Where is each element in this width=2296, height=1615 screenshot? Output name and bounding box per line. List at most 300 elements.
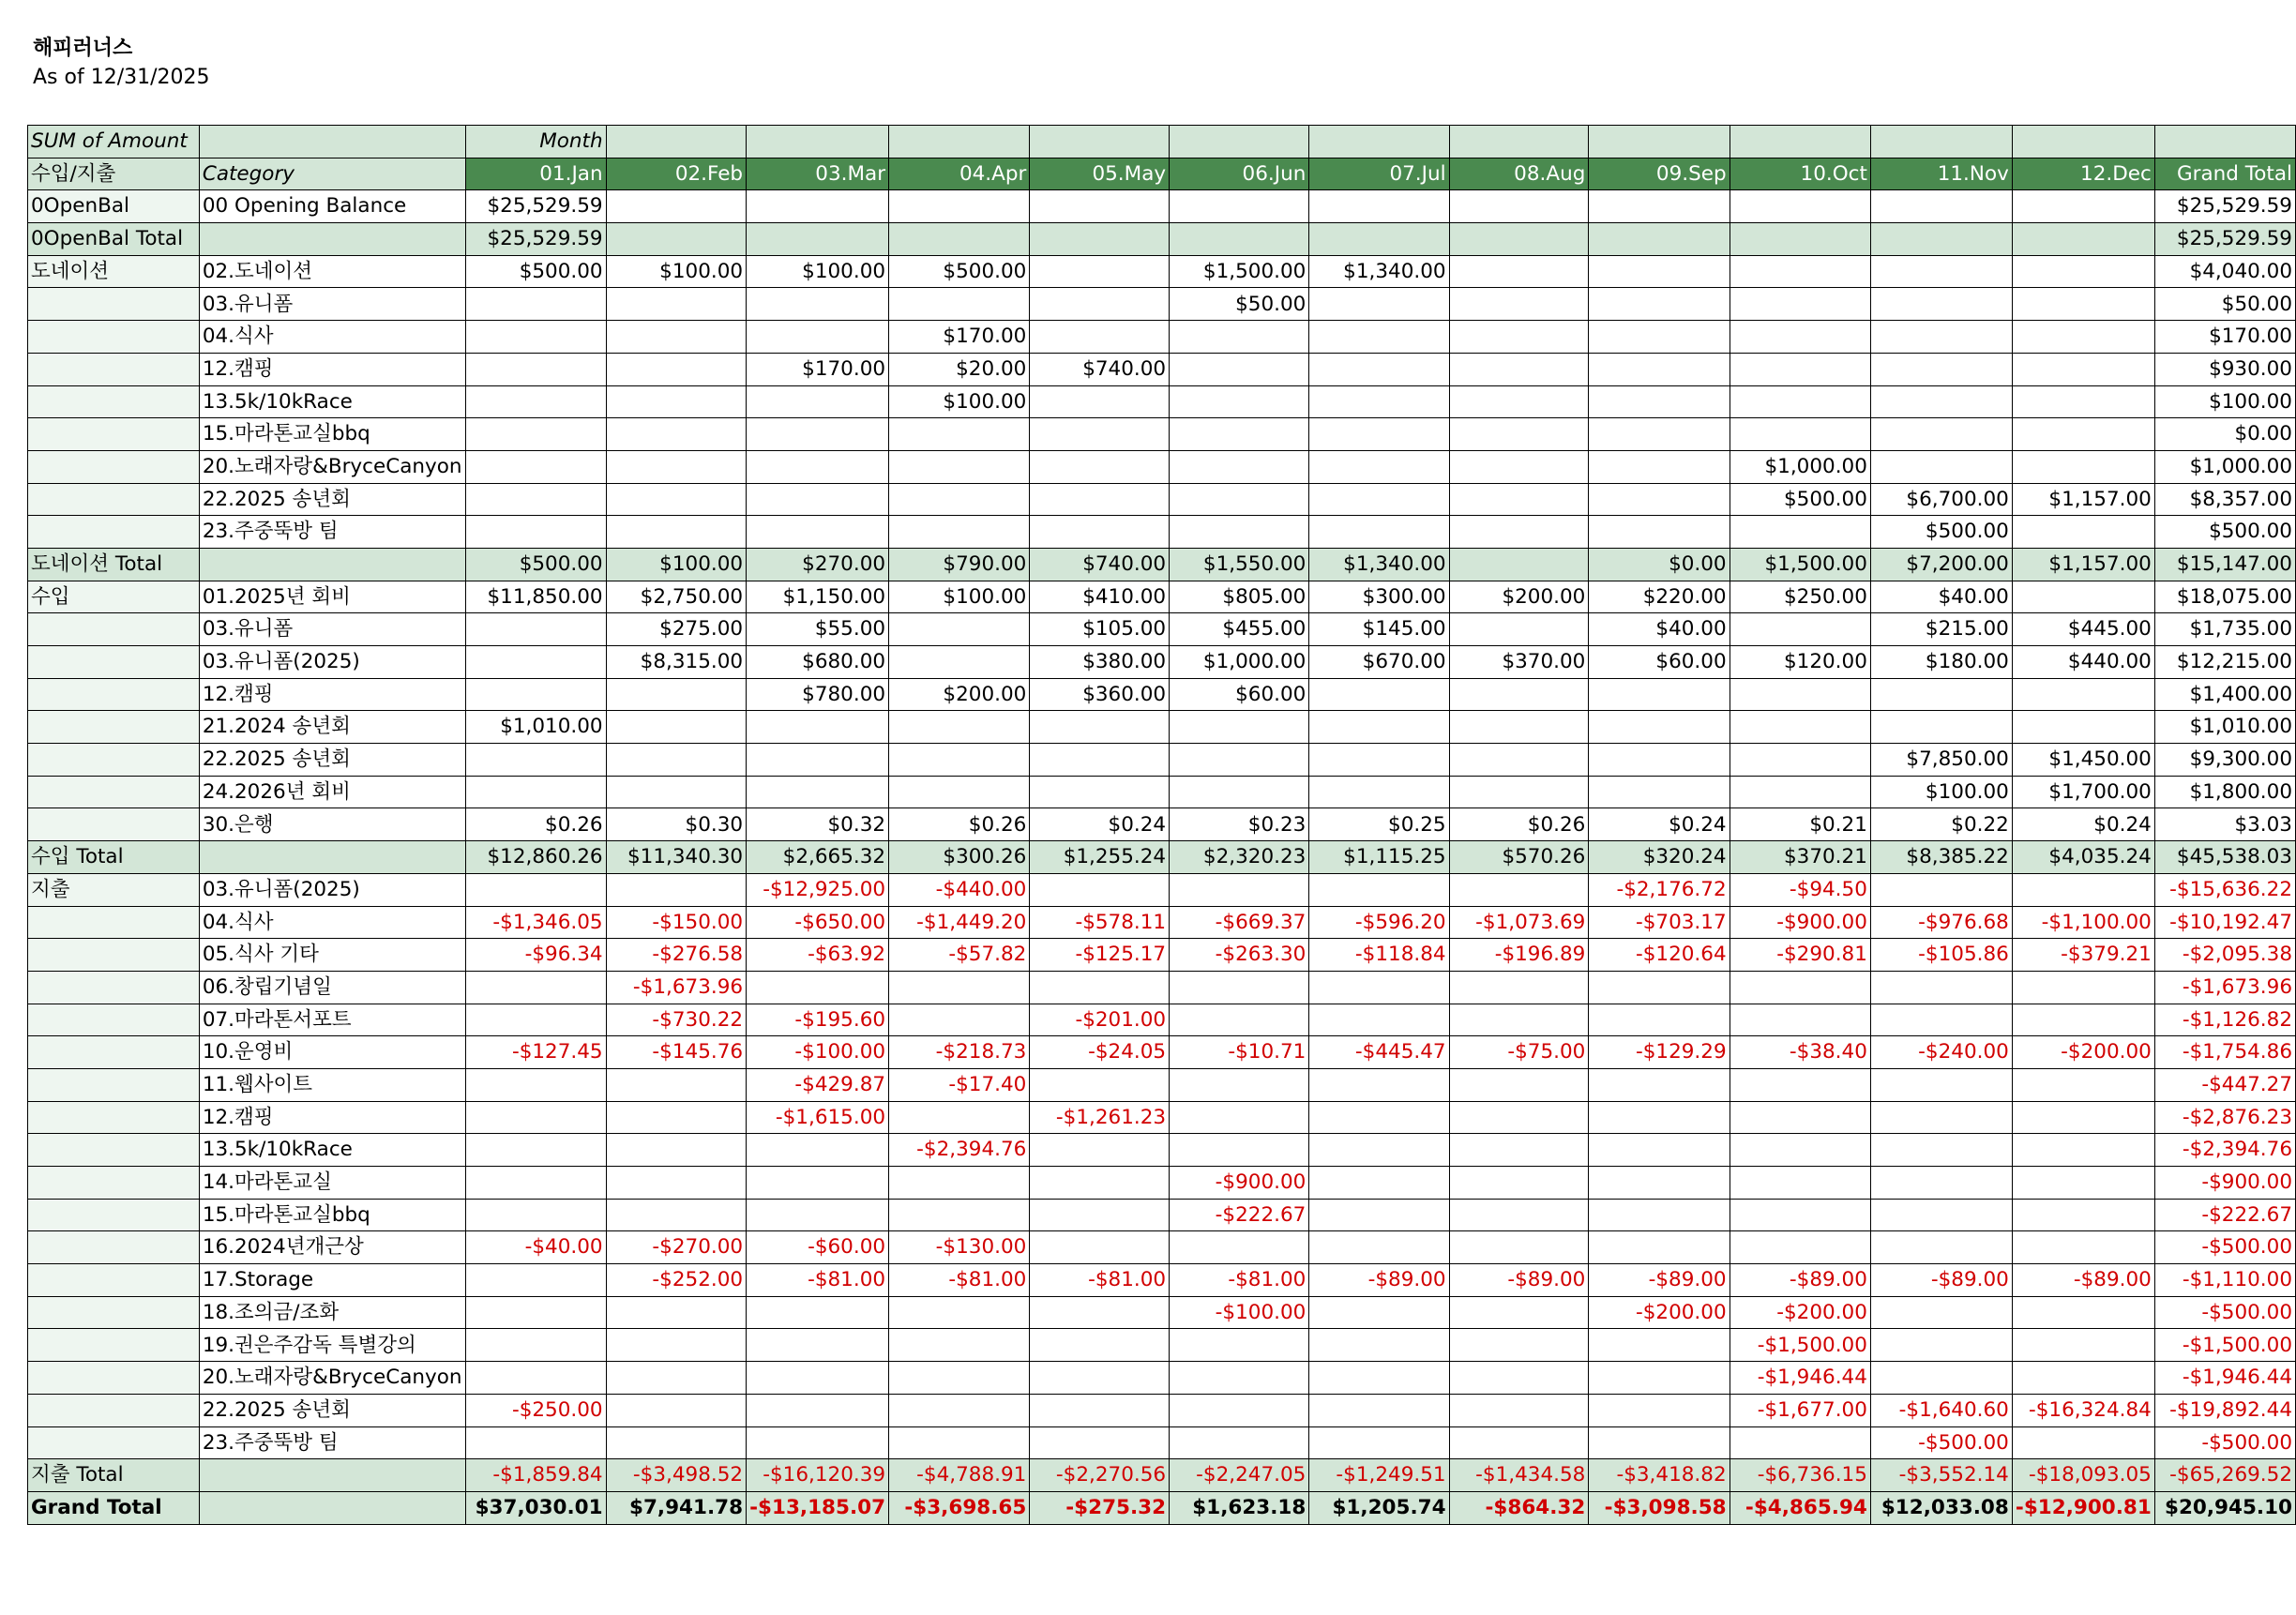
amount-cell — [889, 613, 1030, 646]
amount-cell — [606, 776, 746, 808]
amount-cell — [465, 321, 606, 354]
row-category-label — [199, 1459, 465, 1492]
amount-cell — [1170, 1231, 1309, 1264]
row-group-label — [28, 1199, 200, 1231]
row-total-cell: -$222.67 — [2154, 1199, 2295, 1231]
amount-cell — [1730, 516, 1870, 549]
amount-cell — [1170, 223, 1309, 256]
row-group-label — [28, 1101, 200, 1134]
table-row — [28, 321, 2296, 354]
row-total-cell: $1,000.00 — [2154, 450, 2295, 483]
amount-cell — [1170, 1329, 1309, 1362]
amount-cell: $1,157.00 — [2012, 548, 2154, 581]
amount-cell — [2012, 1362, 2154, 1395]
amount-cell: -$81.00 — [889, 1264, 1030, 1297]
amount-cell — [1030, 288, 1170, 321]
amount-cell — [2012, 385, 2154, 418]
amount-cell: $220.00 — [1589, 581, 1730, 613]
amount-cell — [747, 385, 889, 418]
amount-cell: -$150.00 — [606, 906, 746, 939]
amount-cell: $12,860.26 — [465, 841, 606, 874]
row-total-cell: $25,529.59 — [2154, 223, 2295, 256]
amount-cell: -$703.17 — [1589, 906, 1730, 939]
month-header: 02.Feb — [606, 158, 746, 190]
row-group-label — [28, 939, 200, 972]
amount-cell: $0.30 — [606, 808, 746, 841]
amount-cell: -$1,249.51 — [1309, 1459, 1449, 1492]
amount-cell: -$201.00 — [1030, 1004, 1170, 1036]
amount-cell — [1170, 1004, 1309, 1036]
amount-cell: -$864.32 — [1449, 1491, 1589, 1524]
amount-cell — [1589, 1101, 1730, 1134]
amount-cell — [2012, 1134, 2154, 1167]
amount-cell — [1309, 1426, 1449, 1459]
row-group-label: 지출 — [28, 873, 200, 906]
row-total-cell: -$2,095.38 — [2154, 939, 2295, 972]
table-row — [28, 971, 2296, 1004]
row-category-label: 02.도네이션 — [199, 255, 465, 288]
table-row — [28, 1426, 2296, 1459]
row-category-label: 18.조의금/조화 — [199, 1296, 465, 1329]
row-total-cell: -$1,110.00 — [2154, 1264, 2295, 1297]
pivot-table — [27, 125, 2296, 1525]
amount-cell — [1030, 776, 1170, 808]
header-blank — [1309, 126, 1449, 158]
amount-cell: -$89.00 — [2012, 1264, 2154, 1297]
amount-cell: $370.21 — [1730, 841, 1870, 874]
amount-cell: -$100.00 — [1170, 1296, 1309, 1329]
header-blank — [1870, 126, 2012, 158]
amount-cell: -$75.00 — [1449, 1036, 1589, 1069]
amount-cell — [465, 1296, 606, 1329]
amount-cell — [1870, 1296, 2012, 1329]
amount-cell — [747, 971, 889, 1004]
amount-cell — [747, 1167, 889, 1200]
amount-cell — [465, 873, 606, 906]
amount-cell — [1730, 223, 1870, 256]
header-blank — [889, 126, 1030, 158]
amount-cell — [1870, 711, 2012, 744]
row-group-label — [28, 418, 200, 451]
amount-cell — [465, 1426, 606, 1459]
amount-cell: -$200.00 — [2012, 1036, 2154, 1069]
amount-cell — [606, 223, 746, 256]
amount-cell — [1730, 353, 1870, 385]
amount-cell: $60.00 — [1589, 646, 1730, 679]
amount-cell: -$89.00 — [1870, 1264, 2012, 1297]
table-row — [28, 1199, 2296, 1231]
amount-cell — [1449, 1296, 1589, 1329]
amount-cell — [1870, 450, 2012, 483]
amount-cell: -$1,346.05 — [465, 906, 606, 939]
row-group-label — [28, 1426, 200, 1459]
amount-cell — [465, 353, 606, 385]
amount-cell: -$120.64 — [1589, 939, 1730, 972]
amount-cell: $1,115.25 — [1309, 841, 1449, 874]
amount-cell: -$89.00 — [1589, 1264, 1730, 1297]
header-blank — [606, 126, 746, 158]
amount-cell — [606, 418, 746, 451]
amount-cell: -$3,498.52 — [606, 1459, 746, 1492]
amount-cell — [889, 1199, 1030, 1231]
subtotal-row — [28, 1459, 2296, 1492]
row-category-label: 10.운영비 — [199, 1036, 465, 1069]
amount-cell: $0.26 — [889, 808, 1030, 841]
amount-cell — [1870, 1068, 2012, 1101]
amount-cell — [1170, 353, 1309, 385]
row-category-label: 12.캠핑 — [199, 353, 465, 385]
amount-cell: $20.00 — [889, 353, 1030, 385]
row-total-cell: $1,800.00 — [2154, 776, 2295, 808]
amount-cell — [1309, 744, 1449, 777]
amount-cell — [1589, 288, 1730, 321]
row-total-cell: $8,357.00 — [2154, 483, 2295, 516]
table-row — [28, 1134, 2296, 1167]
amount-cell — [889, 776, 1030, 808]
amount-cell — [889, 1329, 1030, 1362]
amount-cell: -$63.92 — [747, 939, 889, 972]
corner-blank — [199, 126, 465, 158]
amount-cell: $275.00 — [606, 613, 746, 646]
amount-cell — [747, 1362, 889, 1395]
table-row — [28, 646, 2296, 679]
amount-cell: -$96.34 — [465, 939, 606, 972]
amount-cell — [1030, 483, 1170, 516]
amount-cell — [2012, 288, 2154, 321]
amount-cell — [1030, 516, 1170, 549]
row-total-cell: $0.00 — [2154, 418, 2295, 451]
amount-cell — [1730, 744, 1870, 777]
amount-cell: -$1,261.23 — [1030, 1101, 1170, 1134]
amount-cell: $455.00 — [1170, 613, 1309, 646]
amount-cell — [1730, 971, 1870, 1004]
amount-cell — [1589, 1199, 1730, 1231]
amount-cell — [1309, 1068, 1449, 1101]
grand-total-row — [28, 1491, 2296, 1524]
amount-cell — [1449, 288, 1589, 321]
amount-cell — [1449, 353, 1589, 385]
amount-cell: $805.00 — [1170, 581, 1309, 613]
amount-cell: $360.00 — [1030, 678, 1170, 711]
amount-cell — [1870, 321, 2012, 354]
amount-cell — [2012, 223, 2154, 256]
amount-cell: $790.00 — [889, 548, 1030, 581]
amount-cell: -$596.20 — [1309, 906, 1449, 939]
amount-cell — [1030, 385, 1170, 418]
amount-cell: -$60.00 — [747, 1231, 889, 1264]
amount-cell — [1730, 678, 1870, 711]
row-total-cell: $170.00 — [2154, 321, 2295, 354]
amount-cell — [747, 223, 889, 256]
amount-cell: -$145.76 — [606, 1036, 746, 1069]
row-category-label: 22.2025 송년회 — [199, 1394, 465, 1426]
table-row — [28, 1329, 2296, 1362]
row-total-cell: $3.03 — [2154, 808, 2295, 841]
amount-cell — [1170, 418, 1309, 451]
amount-cell — [747, 190, 889, 223]
row-group-label — [28, 1231, 200, 1264]
month-header: 10.Oct — [1730, 158, 1870, 190]
amount-cell: $100.00 — [889, 385, 1030, 418]
amount-cell — [465, 1362, 606, 1395]
amount-cell — [606, 1426, 746, 1459]
amount-cell: $250.00 — [1730, 581, 1870, 613]
amount-cell — [1449, 321, 1589, 354]
row-total-cell: -$19,892.44 — [2154, 1394, 2295, 1426]
subtotal-row — [28, 841, 2296, 874]
amount-cell: -$94.50 — [1730, 873, 1870, 906]
row-group-label — [28, 906, 200, 939]
amount-cell — [1730, 1167, 1870, 1200]
amount-cell — [465, 646, 606, 679]
amount-cell: -$669.37 — [1170, 906, 1309, 939]
amount-cell — [1030, 1296, 1170, 1329]
row-category-label: 21.2024 송년회 — [199, 711, 465, 744]
row-total-cell: $50.00 — [2154, 288, 2295, 321]
amount-cell: $680.00 — [747, 646, 889, 679]
amount-cell — [606, 711, 746, 744]
amount-cell — [2012, 418, 2154, 451]
amount-cell — [1309, 1004, 1449, 1036]
row-category-label: 30.은행 — [199, 808, 465, 841]
amount-cell — [747, 1199, 889, 1231]
amount-cell: $445.00 — [2012, 613, 2154, 646]
table-row — [28, 1362, 2296, 1395]
amount-cell: -$129.29 — [1589, 1036, 1730, 1069]
amount-cell: -$12,925.00 — [747, 873, 889, 906]
amount-cell: -$900.00 — [1730, 906, 1870, 939]
amount-cell — [1309, 971, 1449, 1004]
table-row — [28, 1296, 2296, 1329]
row-group-label: Grand Total — [28, 1491, 200, 1524]
row-total-cell: -$65,269.52 — [2154, 1459, 2295, 1492]
row-category-label: 24.2026년 회비 — [199, 776, 465, 808]
amount-cell: $8,385.22 — [1870, 841, 2012, 874]
row-group-label — [28, 1036, 200, 1069]
amount-cell: $55.00 — [747, 613, 889, 646]
row-category-label: 20.노래자랑&BryceCanyon — [199, 1362, 465, 1395]
amount-cell: -$196.89 — [1449, 939, 1589, 972]
amount-cell — [1170, 1134, 1309, 1167]
amount-cell: $0.26 — [465, 808, 606, 841]
amount-cell: -$263.30 — [1170, 939, 1309, 972]
month-header: 05.May — [1030, 158, 1170, 190]
amount-cell — [1449, 1426, 1589, 1459]
amount-cell — [1449, 1134, 1589, 1167]
amount-cell — [1730, 1134, 1870, 1167]
table-row — [28, 385, 2296, 418]
row-category-label: 04.식사 — [199, 906, 465, 939]
amount-cell — [889, 223, 1030, 256]
amount-cell: $100.00 — [606, 255, 746, 288]
amount-cell: -$6,736.15 — [1730, 1459, 1870, 1492]
row-group-label — [28, 1264, 200, 1297]
amount-cell: -$81.00 — [1170, 1264, 1309, 1297]
row-category-label: 12.캠핑 — [199, 678, 465, 711]
amount-cell — [889, 516, 1030, 549]
table-row — [28, 744, 2296, 777]
pivot-header — [28, 126, 2296, 190]
row-total-cell: -$447.27 — [2154, 1068, 2295, 1101]
amount-cell — [465, 516, 606, 549]
corner-label: SUM of Amount — [28, 126, 200, 158]
amount-cell — [1309, 450, 1449, 483]
row-group-label — [28, 385, 200, 418]
amount-cell: $500.00 — [465, 548, 606, 581]
row-total-cell: -$15,636.22 — [2154, 873, 2295, 906]
amount-cell: $37,030.01 — [465, 1491, 606, 1524]
row-category-label: 15.마라톤교실bbq — [199, 418, 465, 451]
amount-cell — [2012, 581, 2154, 613]
amount-cell: -$270.00 — [606, 1231, 746, 1264]
amount-cell — [1309, 1296, 1449, 1329]
amount-cell: $100.00 — [889, 581, 1030, 613]
amount-cell — [1030, 418, 1170, 451]
amount-cell — [1030, 1362, 1170, 1395]
amount-cell — [465, 450, 606, 483]
amount-cell: -$3,552.14 — [1870, 1459, 2012, 1492]
amount-cell — [1589, 223, 1730, 256]
amount-cell — [747, 1329, 889, 1362]
amount-cell — [1870, 1004, 2012, 1036]
row-group-label — [28, 613, 200, 646]
row-category-label: 04.식사 — [199, 321, 465, 354]
amount-cell: -$81.00 — [1030, 1264, 1170, 1297]
amount-cell — [465, 385, 606, 418]
amount-cell — [1030, 1068, 1170, 1101]
amount-cell: -$650.00 — [747, 906, 889, 939]
row-group-label — [28, 353, 200, 385]
table-row — [28, 516, 2296, 549]
row-total-cell: $15,147.00 — [2154, 548, 2295, 581]
amount-cell: $180.00 — [1870, 646, 2012, 679]
amount-cell — [747, 744, 889, 777]
row-category-label: 03.유니폼(2025) — [199, 873, 465, 906]
amount-cell — [1730, 288, 1870, 321]
amount-cell: $50.00 — [1170, 288, 1309, 321]
amount-cell: $12,033.08 — [1870, 1491, 2012, 1524]
amount-cell — [2012, 1426, 2154, 1459]
header-blank — [2012, 126, 2154, 158]
amount-cell — [889, 744, 1030, 777]
amount-cell — [465, 1199, 606, 1231]
pivot-header-row-1 — [28, 126, 2296, 158]
amount-cell — [606, 483, 746, 516]
amount-cell — [1449, 678, 1589, 711]
row-category-label: 19.권은주감독 특별강의 — [199, 1329, 465, 1362]
amount-cell — [1030, 1199, 1170, 1231]
amount-cell — [1309, 873, 1449, 906]
month-header: 12.Dec — [2012, 158, 2154, 190]
amount-cell — [606, 1362, 746, 1395]
amount-cell: -$13,185.07 — [747, 1491, 889, 1524]
amount-cell: -$4,865.94 — [1730, 1491, 1870, 1524]
amount-cell — [2012, 1296, 2154, 1329]
amount-cell — [1730, 711, 1870, 744]
amount-cell — [1449, 1394, 1589, 1426]
amount-cell: $25,529.59 — [465, 223, 606, 256]
amount-cell — [1170, 483, 1309, 516]
row-category-label: 13.5k/10kRace — [199, 1134, 465, 1167]
amount-cell: -$440.00 — [889, 873, 1030, 906]
row-group-label — [28, 288, 200, 321]
amount-cell — [1309, 483, 1449, 516]
table-row — [28, 1068, 2296, 1101]
row-total-cell: -$900.00 — [2154, 1167, 2295, 1200]
amount-cell — [1030, 190, 1170, 223]
amount-cell — [1730, 1004, 1870, 1036]
row-category-label: 00 Opening Balance — [199, 190, 465, 223]
amount-cell: $2,320.23 — [1170, 841, 1309, 874]
amount-cell — [1730, 1426, 1870, 1459]
amount-cell — [606, 744, 746, 777]
row-group-label — [28, 776, 200, 808]
row-category-label — [199, 223, 465, 256]
amount-cell — [1589, 385, 1730, 418]
table-row — [28, 1394, 2296, 1426]
row-total-cell: -$500.00 — [2154, 1426, 2295, 1459]
amount-cell — [747, 1296, 889, 1329]
amount-cell — [1309, 1167, 1449, 1200]
amount-cell — [1870, 873, 2012, 906]
month-field-label: Month — [465, 126, 606, 158]
amount-cell — [465, 1329, 606, 1362]
amount-cell — [1589, 1167, 1730, 1200]
amount-cell: -$1,859.84 — [465, 1459, 606, 1492]
amount-cell — [1589, 744, 1730, 777]
row-total-cell: -$1,126.82 — [2154, 1004, 2295, 1036]
row-total-cell: -$1,754.86 — [2154, 1036, 2295, 1069]
amount-cell — [606, 1167, 746, 1200]
table-row — [28, 711, 2296, 744]
row-group-label — [28, 1167, 200, 1200]
amount-cell — [1309, 223, 1449, 256]
amount-cell — [1170, 1101, 1309, 1134]
header-blank — [2154, 126, 2295, 158]
header-blank — [1589, 126, 1730, 158]
amount-cell: $4,035.24 — [2012, 841, 2154, 874]
table-row — [28, 353, 2296, 385]
amount-cell: $0.26 — [1449, 808, 1589, 841]
amount-cell — [1449, 613, 1589, 646]
row-total-cell: $100.00 — [2154, 385, 2295, 418]
row-category-label: 11.웹사이트 — [199, 1068, 465, 1101]
row-group-label — [28, 971, 200, 1004]
table-row — [28, 906, 2296, 939]
amount-cell: -$17.40 — [889, 1068, 1030, 1101]
amount-cell — [465, 1134, 606, 1167]
amount-cell — [465, 1167, 606, 1200]
row-category-label: 12.캠핑 — [199, 1101, 465, 1134]
row-group-label: 0OpenBal — [28, 190, 200, 223]
header-blank — [1449, 126, 1589, 158]
row-category-label: 01.2025년 회비 — [199, 581, 465, 613]
amount-cell — [1589, 1329, 1730, 1362]
table-row — [28, 1101, 2296, 1134]
row-total-cell: $1,400.00 — [2154, 678, 2295, 711]
amount-cell: -$24.05 — [1030, 1036, 1170, 1069]
amount-cell: $0.24 — [2012, 808, 2154, 841]
amount-cell — [2012, 1068, 2154, 1101]
amount-cell — [747, 321, 889, 354]
amount-cell — [1589, 1004, 1730, 1036]
header-blank — [1730, 126, 1870, 158]
amount-cell — [1030, 1329, 1170, 1362]
amount-cell — [1870, 1167, 2012, 1200]
amount-cell: $40.00 — [1870, 581, 2012, 613]
table-row — [28, 1036, 2296, 1069]
amount-cell: $1,500.00 — [1170, 255, 1309, 288]
